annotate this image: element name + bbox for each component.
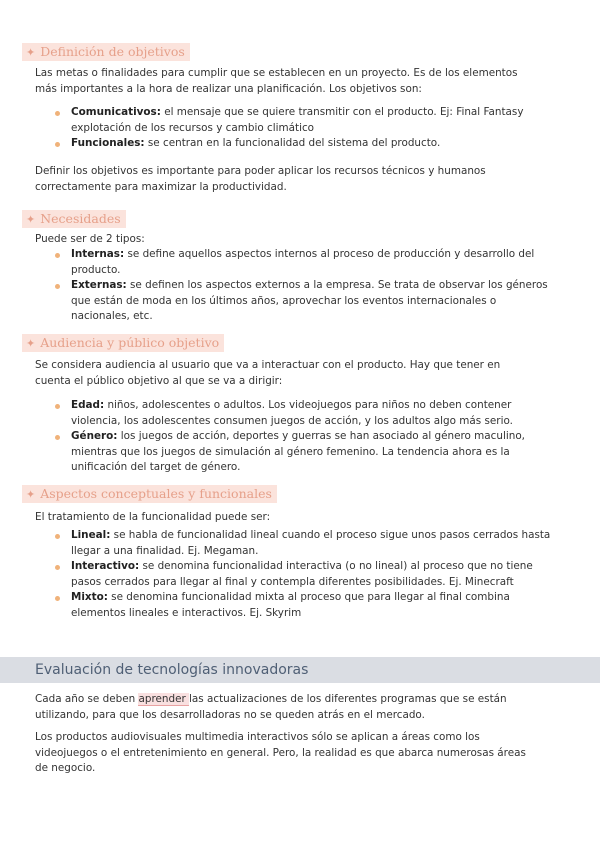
heading-text: Aspectos conceptuales y funcionales — [40, 486, 272, 501]
list-item-text: niños, adolescentes o adultos. Los videojuegos para niños no deben contener violencia, los adolescentes consumen juegos de acción, y los adultos algo más serio. — [71, 399, 513, 427]
list-item-term: Comunicativos: — [71, 106, 161, 118]
section-band — [0, 657, 600, 683]
heading-audiencia — [22, 334, 224, 352]
list-item-text: se denomina funcionalidad mixta al proceso que para llegar al final combina elementos lineales e interactivos. Ej. Skyrim — [71, 591, 510, 619]
list-item-text: se centran en la funcionalidad del sistema del producto. — [144, 137, 441, 150]
heading-necesidades — [22, 210, 126, 228]
list-item-text: se habla de funcionalidad lineal cuando el proceso sigue unos pasos cerrados hasta llegar a una finalidad. Ej. Megaman. — [71, 529, 551, 557]
list-item — [54, 590, 554, 621]
list-item — [54, 105, 554, 136]
list-item-text: los juegos de acción, deportes y guerras se han asociado al género maculino, mientras que los juegos de simulación al género femenino. La tendencia ahora es la unificación del target de género. — [71, 430, 525, 474]
heading-text: Audiencia y público objetivo — [40, 335, 220, 350]
list-item-term: Edad: — [71, 399, 105, 411]
objetivos-intro: Las metas o finalidades para cumplir que se establecen en un proyecto. Es de los elementos más importantes a la hora de realizar una planificación. Los objetivos son: — [35, 67, 518, 95]
necesidades-list — [54, 247, 554, 325]
audiencia-intro: Se considera audiencia al usuario que va a interactuar con el producto. Hay que tener en cuenta el público objetivo al que se va a dirigir: — [35, 359, 501, 387]
star-icon: ✦ — [26, 488, 36, 501]
list-item-text: se denomina funcionalidad interactiva (o no lineal) al proceso que no tiene pasos cerrados para llegar al final y contempla diferentes posibilidades. Ej. Minecraft — [71, 560, 533, 588]
list-item — [54, 559, 554, 590]
list-item-term: Internas: — [71, 248, 125, 260]
list-item — [54, 398, 554, 429]
heading-text: Necesidades — [40, 211, 121, 226]
list-item — [54, 429, 554, 476]
list-item-text: el mensaje que se quiere transmitir con el producto. Ej: Final Fantasy explotación de los recursos y cambio climático — [71, 106, 524, 134]
star-icon: ✦ — [26, 337, 36, 350]
list-item-text: se define aquellos aspectos internos al proceso de producción y desarrollo del producto. — [71, 248, 535, 276]
list-item-term: Género: — [71, 430, 118, 443]
highlighted-word: aprender — [138, 693, 190, 705]
list-item-term: Lineal: — [71, 529, 111, 541]
list-item-text: se definen los aspectos externos a la empresa. Se trata de observar los géneros que están de moda en los últimos años, aprovechar los eventos internacionales o nacionales, etc. — [71, 279, 548, 323]
text-run: Cada año se deben — [35, 693, 139, 705]
evaluacion-paragraph-2: Los productos audiovisuales multimedia interactivos sólo se aplican a áreas como los videojuegos o el entretenimiento en general. Pero, la realidad es que abarca numerosas áreas de negocio. — [35, 731, 526, 775]
list-item — [54, 528, 554, 559]
section-title: Evaluación de tecnologías innovadoras — [35, 662, 309, 678]
list-item — [54, 247, 554, 278]
heading-text: Definición de objetivos — [40, 44, 185, 59]
list-item-term: Mixto: — [71, 591, 108, 604]
list-item — [54, 136, 554, 152]
aspectos-intro: El tratamiento de la funcionalidad puede ser: — [35, 511, 271, 523]
star-icon: ✦ — [26, 46, 36, 59]
heading-aspectos — [22, 485, 277, 503]
necesidades-intro: Puede ser de 2 tipos: — [35, 233, 145, 245]
evaluacion-paragraph-1 — [35, 692, 535, 723]
objetivos-list — [54, 105, 554, 152]
list-item-term: Externas: — [71, 279, 127, 292]
audiencia-list — [54, 398, 554, 476]
heading-definicion-objetivos — [22, 43, 190, 61]
star-icon: ✦ — [26, 213, 36, 226]
list-item-term: Interactivo: — [71, 560, 140, 573]
list-item-term: Funcionales: — [71, 137, 145, 150]
aspectos-list — [54, 528, 554, 622]
objetivos-closing: Definir los objetivos es importante para poder aplicar los recursos técnicos y humanos correctamente para maximizar la productividad. — [35, 165, 486, 193]
list-item — [54, 278, 554, 325]
text-run: las actualizaciones de los diferentes programas que se están utilizando, para que los desarrolladoras no se queden atrás en el mercado. — [35, 693, 507, 721]
